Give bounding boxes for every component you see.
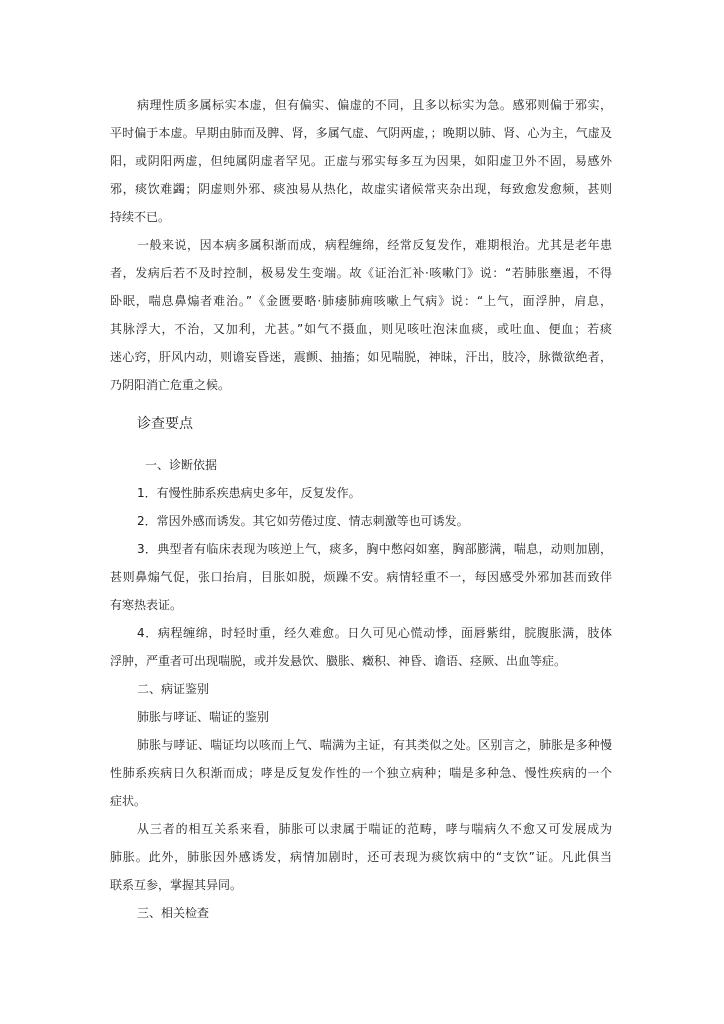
subsection-title: 肺胀与哮证、喘证的鉴别 <box>137 710 270 724</box>
text-line: 邪，痰饮难蠲；阴虚则外邪、痰浊易从热化，故虚实诸候常夹杂出现，每致愈发愈频，甚则 <box>110 182 612 196</box>
text-line: 一般来说，因本病多属积渐而成，病程缠绵，经常反复发作，难期根治。尤其是老年患 <box>137 238 612 252</box>
section-heading: 诊查要点 <box>137 416 193 432</box>
subsection-heading-diagnosis: 一、诊断依据 <box>145 458 218 472</box>
subsection-heading-differentiation: 二、病证鉴别 <box>137 682 210 696</box>
text-line: 浮肿，严重者可出现喘脱，或并发悬饮、臌胀、癥积、神昏、谵语、痉厥、出血等症。 <box>110 654 567 668</box>
subsection-heading-examinations: 三、相关检查 <box>137 906 210 920</box>
list-item <box>110 619 612 675</box>
list-item <box>110 479 612 507</box>
paragraph-pathology <box>110 91 612 231</box>
text-line: 肺胀。此外，肺胀因外感诱发，病情加剧时，还可表现为痰饮病中的“支饮”证。凡此俱当 <box>110 850 612 864</box>
text-line: 性肺系疾病日久积渐而成；哮是反复发作性的一个独立病种；喘是多种急、慢性疾病的一个 <box>110 766 612 780</box>
text-line: 2．常因外感而诱发。其它如劳倦过度、情志刺激等也可诱发。 <box>137 514 469 528</box>
text-line: 持续不已。 <box>110 210 171 224</box>
text-line: 阳，或阴阳两虚，但纯属阴虚者罕见。正虚与邪实每多互为因果，如阳虚卫外不固，易感外 <box>110 154 612 168</box>
text-line: 有寒热表证。 <box>110 598 183 612</box>
text-line: 病理性质多属标实本虚，但有偏实、偏虚的不同，且多以标实为急。感邪则偏于邪实， <box>137 98 612 112</box>
paragraph-prognosis <box>110 231 612 399</box>
text-line: 甚则鼻煽气促，张口抬肩，目胀如脱，烦躁不安。病情轻重不一，每因感受外邪加甚而致伴 <box>110 570 612 584</box>
list-item <box>110 535 612 619</box>
text-line: 者，发病后若不及时控制，极易发生变端。故《证治汇补·咳嗽门》说：“若肺胀壅遏，不得 <box>110 266 612 280</box>
text-line: 其脉浮大，不治，又加利，尤甚。”如气不摄血，则见咳吐泡沫血痰，或吐血、便血；若痰 <box>110 322 612 336</box>
text-line: 乃阴阳消亡危重之候。 <box>110 378 231 392</box>
text-line: 联系互参，掌握其异同。 <box>110 878 243 892</box>
text-line: 卧眠，喘息鼻煽者难治。”《金匮要略·肺痿肺痈咳嗽上气病》说：“上气，面浮肿，肩息， <box>110 294 612 308</box>
paragraph-differentiation <box>110 731 612 815</box>
document-page <box>110 91 612 927</box>
text-line: 迷心窍，肝风内动，则谵妄昏迷，震颤、抽搐；如见喘脱，神昧，汗出，肢冷，脉微欲绝者， <box>110 350 612 364</box>
text-line: 肺胀与哮证、喘证均以咳而上气、喘满为主证，有其类似之处。区别言之，肺胀是多种慢 <box>137 738 612 752</box>
list-item <box>110 507 612 535</box>
text-line: 1．有慢性肺系疾患病史多年，反复发作。 <box>137 486 361 500</box>
text-line: 症状。 <box>110 794 147 808</box>
text-line: 4．病程缠绵，时轻时重，经久难愈。日久可见心慌动悸，面唇紫绀，脘腹胀满，肢体 <box>137 626 612 640</box>
text-line: 3．典型者有临床表现为咳逆上气，痰多，胸中憋闷如塞，胸部膨满，喘息，动则加剧， <box>137 542 612 556</box>
text-line: 从三者的相互关系来看，肺胀可以隶属于喘证的范畴，哮与喘病久不愈又可发展成为 <box>137 822 612 836</box>
paragraph-relationship <box>110 815 612 899</box>
text-line: 平时偏于本虚。早期由肺而及脾、肾，多属气虚、气阴两虚，；晚期以肺、肾、心为主，气虚及 <box>110 126 612 140</box>
